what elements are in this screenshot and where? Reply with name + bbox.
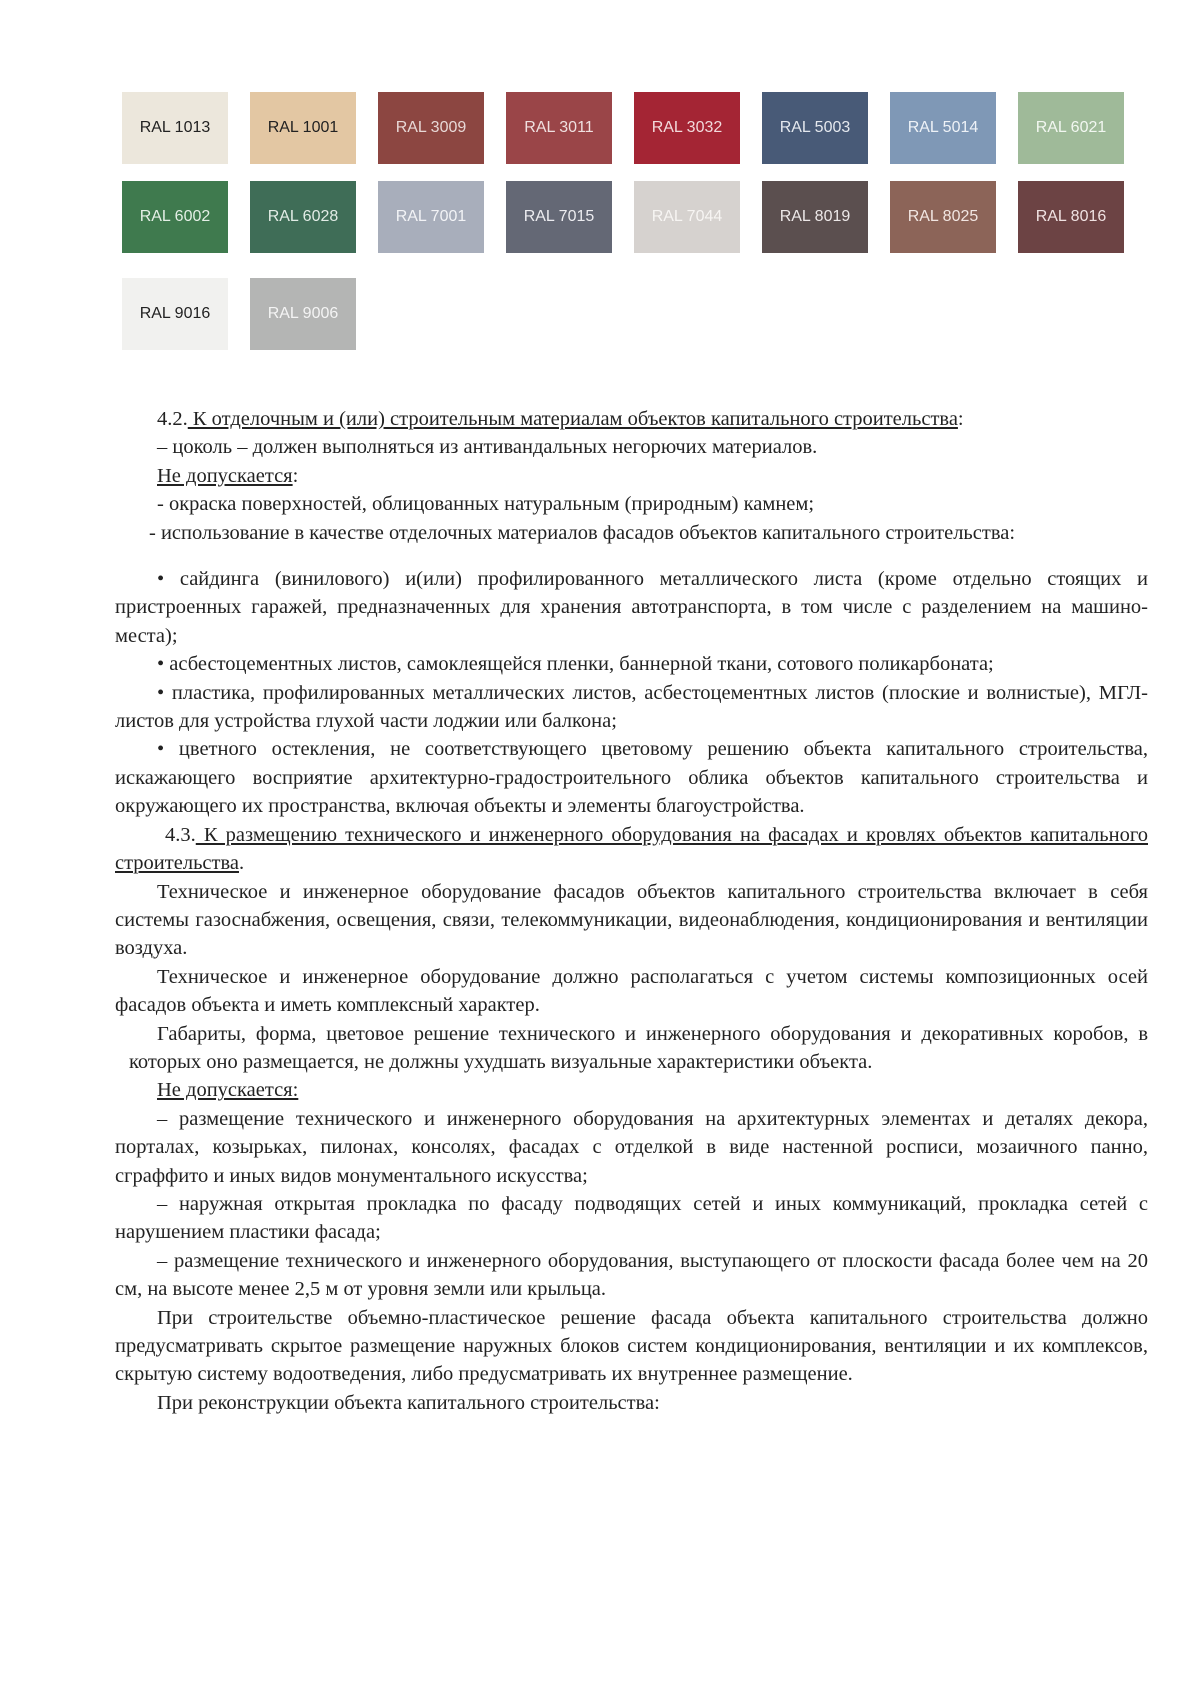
swatch-ral-3032: RAL 3032 <box>634 92 740 164</box>
section-4-2-heading <box>115 405 1148 433</box>
dash-item: – наружная открытая прокладка по фасаду подводящих сетей и иных коммуникаций, прокладка сетей с нарушением пластики фасада; <box>115 1192 1148 1244</box>
paragraph: Техническое и инженерное оборудование фасадов объектов капитального строительства включает в себя системы газоснабжения, освещения, связи, телекоммуникации, видеонаблюдения, кондиционирования и вентиляции воздуха. <box>115 880 1148 960</box>
swatch-ral-9016: RAL 9016 <box>122 278 228 350</box>
dash-item: – размещение технического и инженерного оборудования, выступающего от плоскости фасада более чем на 20 см, на высоте менее 2,5 м от уровня земли или крыльца. <box>115 1249 1148 1301</box>
list-item: - окраска поверхностей, облицованных натуральным (природным) камнем; <box>157 493 815 516</box>
section-number: 4.2. <box>157 408 188 430</box>
not-allowed-label: Не допускается: <box>157 1079 299 1102</box>
swatch-ral-7015: RAL 7015 <box>506 181 612 253</box>
swatch-ral-8019: RAL 8019 <box>762 181 868 253</box>
bullet-item: • асбестоцементных листов, самоклеящейся пленки, баннерной ткани, сотового поликарбоната; <box>157 653 994 676</box>
section-colon: : <box>957 408 964 430</box>
swatch-ral-8025: RAL 8025 <box>890 181 996 253</box>
plinth-requirement: – цоколь – должен выполняться из антивандальных негорючих материалов. <box>157 436 818 459</box>
document-body <box>115 405 1148 1417</box>
swatch-ral-9006: RAL 9006 <box>250 278 356 350</box>
section-4-3-heading <box>115 821 1148 878</box>
swatch-ral-6028: RAL 6028 <box>250 181 356 253</box>
swatch-ral-3011: RAL 3011 <box>506 92 612 164</box>
not-allowed-heading <box>115 462 1148 490</box>
not-allowed-heading <box>115 1076 1148 1104</box>
swatch-ral-6002: RAL 6002 <box>122 181 228 253</box>
swatch-ral-5014: RAL 5014 <box>890 92 996 164</box>
swatch-ral-6021: RAL 6021 <box>1018 92 1124 164</box>
dash-item: – размещение технического и инженерного оборудования на архитектурных элементах и деталях декора, порталах, козырьках, пилонах, консолях, фасадах с отделкой в виде настенной росписи, мозаичного панно, сграффито и иных видов монументального искусства; <box>115 1107 1148 1187</box>
ral-color-swatch-grid <box>122 92 1142 350</box>
spacer <box>115 547 1148 565</box>
swatch-ral-8016: RAL 8016 <box>1018 181 1124 253</box>
swatch-ral-1001: RAL 1001 <box>250 92 356 164</box>
section-title: К размещению технического и инженерного оборудования на фасадах и кровлях объектов капитального строительства <box>115 823 1148 875</box>
section-dot: . <box>238 852 245 875</box>
bullet-item: • пластика, профилированных металлических листов, асбестоцементных листов (плоские и волнистые), МГЛ-листов для устройства глухой части лоджии или балкона; <box>115 681 1148 733</box>
paragraph: При строительстве объемно-пластическое решение фасада объекта капитального строительства должно предусматривать скрытое размещение наружных блоков систем кондиционирования, вентиляции и их комплексов, скрытую систему водоотведения, либо предусматривать их внутреннее размещение. <box>115 1306 1148 1386</box>
paragraph: Техническое и инженерное оборудование должно располагаться с учетом системы композиционных осей фасадов объекта и иметь комплексный характер. <box>115 965 1148 1017</box>
list-item: - использование в качестве отделочных материалов фасадов объектов капитального строительства: <box>149 521 1016 544</box>
section-title: К отделочным и (или) строительным материалам объектов капитального строительства <box>187 408 958 430</box>
bullet-item: • цветного остекления, не соответствующего цветовому решению объекта капитального строительства, искажающего восприятие архитектурно-градостроительного облика объектов капитального строительства и окружающего их пространства, включая объекты и элементы благоустройства. <box>115 738 1148 818</box>
swatch-ral-3009: RAL 3009 <box>378 92 484 164</box>
paragraph: Габариты, форма, цветовое решение технического и инженерного оборудования и декоративных коробов, в которых оно размещается, не должны ухудшать визуальные характеристики объекта. <box>129 1022 1148 1073</box>
swatch-ral-1013: RAL 1013 <box>122 92 228 164</box>
swatch-ral-5003: RAL 5003 <box>762 92 868 164</box>
swatch-ral-7001: RAL 7001 <box>378 181 484 253</box>
not-allowed-label: Не допускается <box>157 464 293 487</box>
section-number: 4.3. <box>165 823 196 846</box>
paragraph: При реконструкции объекта капитального строительства: <box>157 1391 660 1414</box>
not-allowed-colon: : <box>292 464 299 487</box>
bullet-item: • сайдинга (винилового) и(или) профилированного металлического листа (кроме отдельно стоящих и пристроенных гаражей, предназначенных для хранения автотранспорта, в том числе с разделением на машино-места); <box>115 568 1148 647</box>
swatch-ral-7044: RAL 7044 <box>634 181 740 253</box>
